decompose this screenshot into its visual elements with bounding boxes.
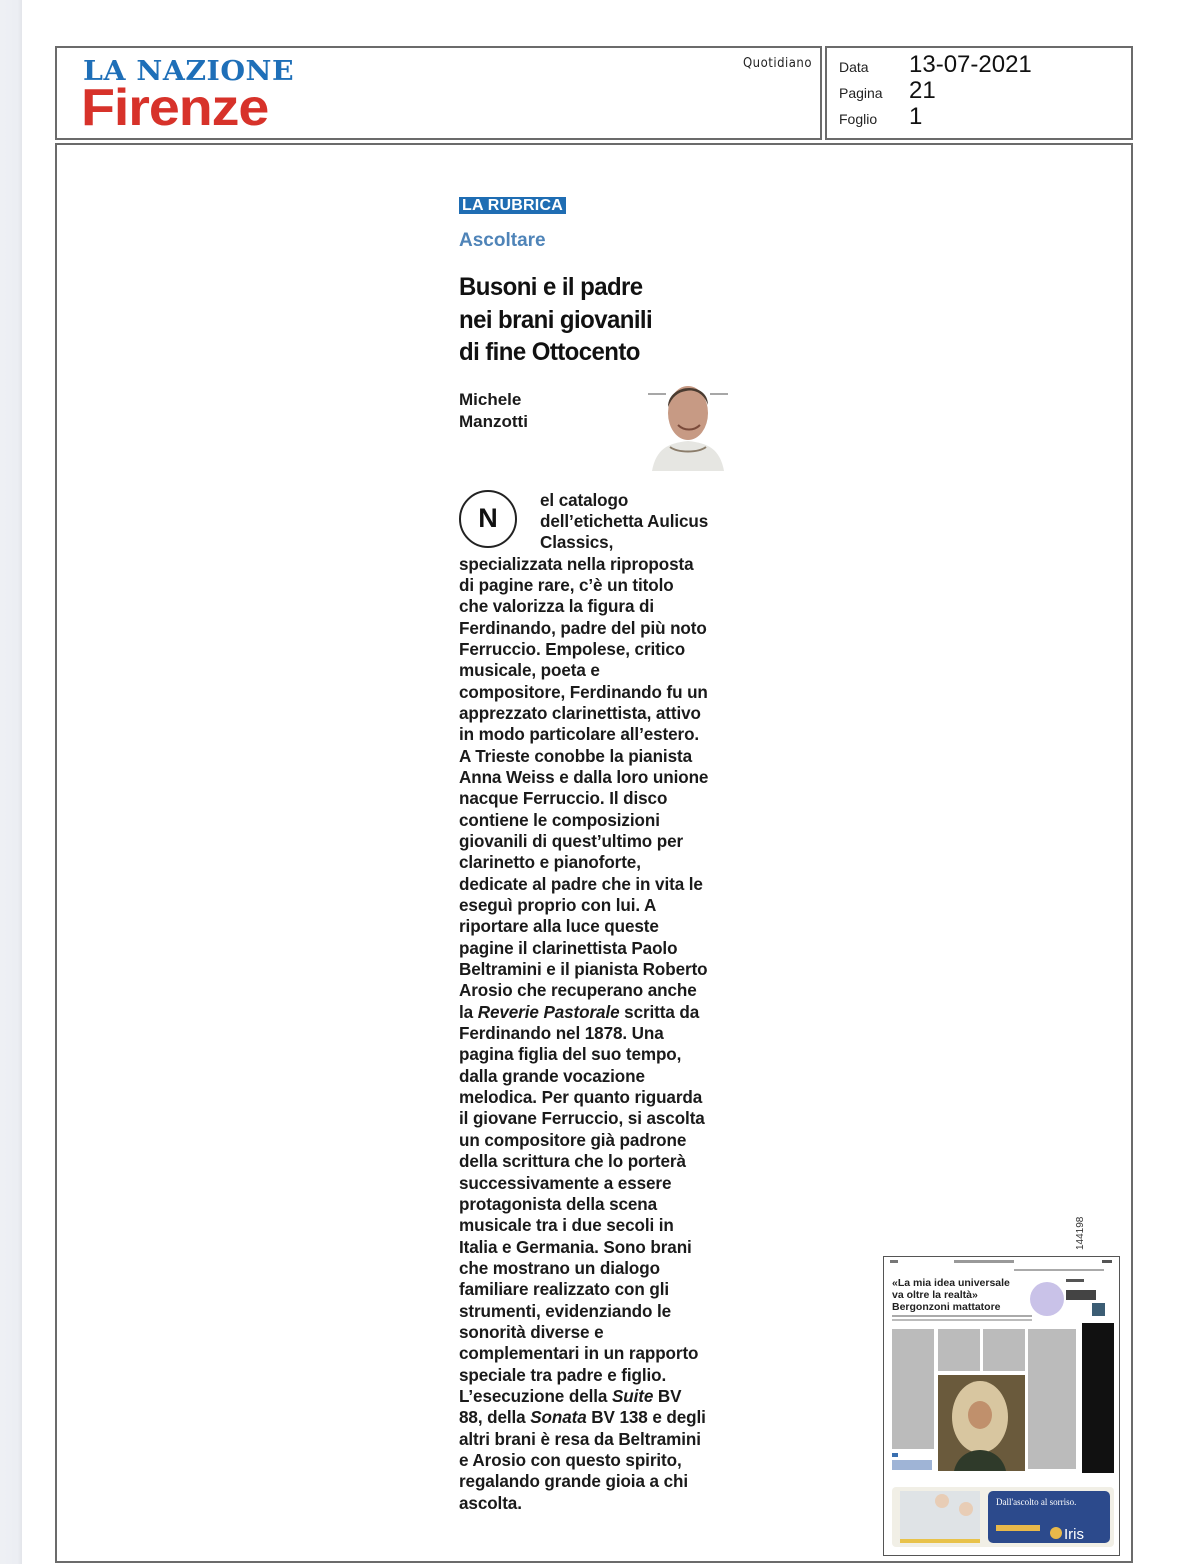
article-body-line: melodica. Per quanto riguarda bbox=[459, 1088, 703, 1108]
article-body-line: L’esecuzione della Suite BV bbox=[459, 1386, 682, 1406]
publication-type: Quotidiano bbox=[742, 56, 812, 71]
article-body-line: dalla grande vocazione bbox=[459, 1066, 645, 1086]
headline-line: di fine Ottocento bbox=[459, 338, 640, 366]
article-body-line: specializzata nella riproposta bbox=[459, 554, 694, 574]
italic-title: Reverie Pastorale bbox=[477, 1002, 620, 1022]
article-body-line: di pagine rare, c’è un titolo bbox=[459, 575, 674, 595]
article-body-line: Arosio che recuperano anche bbox=[459, 981, 697, 1001]
dropcap: N bbox=[459, 490, 517, 548]
article-body-line: contiene le composizioni bbox=[459, 810, 660, 830]
headline-line: nei brani giovanili bbox=[459, 305, 653, 334]
article-body-lines bbox=[459, 490, 749, 1515]
author-first-name: Michele bbox=[459, 389, 522, 409]
article-body-line: apprezzato clarinettista, attivo bbox=[459, 703, 701, 723]
article-body bbox=[459, 490, 749, 1515]
article-body-line: musicale, poeta e bbox=[459, 661, 600, 681]
headline-line: Busoni e il padre bbox=[459, 273, 643, 301]
author-last-name: Manzotti bbox=[459, 411, 528, 431]
article-body-line: Ferruccio. Empolese, critico bbox=[459, 639, 686, 659]
article-body-line: A Trieste conobbe la pianista bbox=[459, 746, 692, 766]
article-kicker: Ascoltare bbox=[459, 230, 546, 251]
article-body-line: giovanili di quest’ultimo per bbox=[459, 832, 684, 851]
article-headline bbox=[459, 271, 737, 369]
masthead-logo-bottom: Firenze bbox=[81, 79, 269, 137]
thumbnail-headline-line: Bergonzoni mattatore bbox=[892, 1301, 1001, 1313]
article-body-line: pagine il clarinettista Paolo bbox=[459, 938, 678, 958]
clipping-content bbox=[55, 143, 1133, 1563]
meta-box bbox=[825, 46, 1133, 140]
meta-label: Data bbox=[839, 59, 869, 75]
section-badge: LA RUBRICA bbox=[459, 197, 566, 214]
byline-block bbox=[459, 389, 749, 489]
thumbnail-ad-headline: Dall'ascolto al sorriso. bbox=[996, 1497, 1077, 1507]
article-body-line: e Arosio con questo spirito, bbox=[459, 1450, 682, 1470]
article-body-line: che mostrano un dialogo bbox=[459, 1258, 660, 1278]
article-body-line: il giovane Ferruccio, si ascolta bbox=[459, 1109, 705, 1129]
meta-value: 21 bbox=[909, 77, 936, 104]
thumbnail-headline-line: va oltre la realtà» bbox=[892, 1289, 978, 1301]
article-body-line: che valorizza la figura di bbox=[459, 597, 654, 617]
article-body-line: Ferdinando nel 1878. Una bbox=[459, 1024, 664, 1044]
meta-label: Pagina bbox=[839, 85, 883, 101]
meta-row-page bbox=[839, 79, 936, 105]
article-body-line: dedicate al padre che in vita le bbox=[459, 874, 703, 894]
article-body-line: strumenti, evidenziando le bbox=[459, 1301, 672, 1321]
article-body-line: altri brani è resa da Beltramini bbox=[459, 1429, 701, 1449]
article-body-line: pagina figlia del suo tempo, bbox=[459, 1045, 682, 1065]
article-body-line: Ferdinando, padre del più noto bbox=[459, 618, 707, 638]
article-body-line: in modo particolare all’estero. bbox=[459, 725, 700, 745]
article-body-line: un compositore già padrone bbox=[459, 1130, 687, 1150]
masthead-logo-top: LA NAZIONE bbox=[83, 56, 295, 87]
thumbnail-ad-brand: Iris bbox=[1064, 1526, 1084, 1543]
article-body-line: familiare realizzato con gli bbox=[459, 1280, 669, 1300]
page-thumbnail bbox=[883, 1256, 1120, 1556]
article bbox=[459, 197, 749, 1514]
meta-label: Foglio bbox=[839, 111, 878, 127]
meta-row-date bbox=[839, 53, 1032, 79]
article-body-line: dell’etichetta Aulicus bbox=[540, 511, 709, 531]
page-thumbnail-graphic bbox=[884, 1257, 1119, 1555]
article-body-line: Anna Weiss e dalla loro unione bbox=[459, 767, 709, 787]
author-photo bbox=[648, 371, 728, 471]
article-body-line: della scrittura che lo porterà bbox=[459, 1152, 686, 1172]
article-body-line: clarinetto e pianoforte, bbox=[459, 853, 641, 873]
viewer-left-margin bbox=[0, 0, 22, 1564]
article-body-line: nacque Ferruccio. Il disco bbox=[459, 789, 668, 809]
article-body-line: 88, della Sonata BV 138 e degli bbox=[459, 1408, 706, 1428]
article-body-line: Italia e Germania. Sono brani bbox=[459, 1237, 692, 1257]
article-body-line: riportare alla luce queste bbox=[459, 917, 659, 937]
article-body-line: Beltramini e il pianista Roberto bbox=[459, 960, 708, 980]
article-body-line: sonorità diverse e bbox=[459, 1322, 604, 1342]
document-id-code: 144198 bbox=[1075, 1216, 1086, 1250]
article-body-line: eseguì proprio con lui. A bbox=[459, 896, 657, 916]
article-body-line: musicale tra i due secoli in bbox=[459, 1216, 674, 1236]
meta-value: 13-07-2021 bbox=[909, 51, 1032, 78]
italic-title: Suite bbox=[611, 1386, 654, 1406]
article-body-line: speciale tra padre e figlio. bbox=[459, 1365, 667, 1385]
article-body-line: complementari in un rapporto bbox=[459, 1344, 699, 1364]
italic-title: Sonata bbox=[530, 1408, 587, 1428]
article-body-line: successivamente a essere bbox=[459, 1173, 672, 1193]
meta-row-sheet bbox=[839, 105, 922, 131]
article-body-line: ascolta. bbox=[459, 1493, 522, 1513]
article-body-line: el catalogo bbox=[540, 490, 629, 510]
article-body-line: regalando grande gioia a chi bbox=[459, 1472, 688, 1492]
article-body-line: la Reverie Pastorale scritta da bbox=[459, 1002, 700, 1022]
masthead-box bbox=[55, 46, 822, 140]
article-body-line: Classics, bbox=[540, 533, 614, 553]
meta-value: 1 bbox=[909, 103, 923, 130]
thumbnail-headline-line: «La mia idea universale bbox=[892, 1277, 1010, 1289]
article-body-line: protagonista della scena bbox=[459, 1194, 658, 1214]
article-body-line: compositore, Ferdinando fu un bbox=[459, 682, 708, 702]
